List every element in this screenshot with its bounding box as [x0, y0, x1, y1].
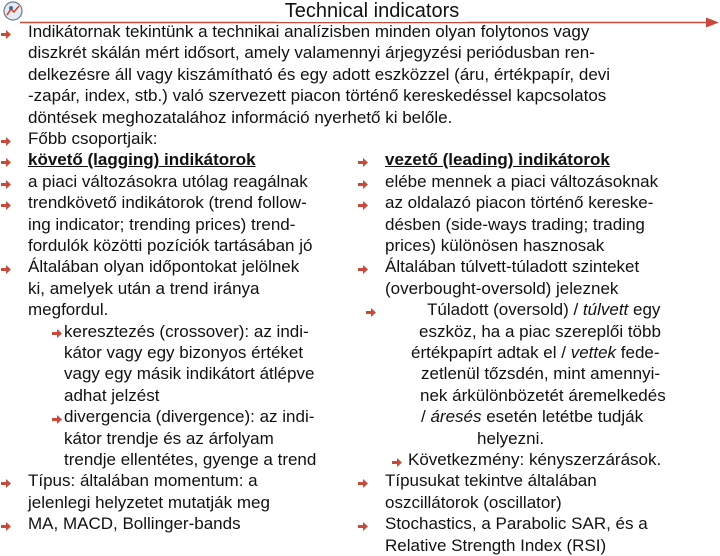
intro-line: diszkrét skálán mért idősort, amely valamennyi árjegyzési periódusban ren- — [28, 43, 595, 63]
leading-item: oszcillátorok (oscillator) — [385, 492, 562, 512]
bullet-arrow-icon — [366, 308, 376, 317]
lagging-subitem: trendje ellentétes, gyenge a trend — [64, 450, 317, 469]
leading-subitem: értékpapírt adtak el / vettek fede- — [411, 343, 660, 362]
bullet-arrow-icon — [1, 30, 11, 39]
bullet-arrow-icon — [358, 479, 368, 488]
leading-heading: vezető (leading) indikátorok — [385, 150, 610, 170]
leading-item: az oldalazó piacon történő kereske- — [385, 193, 654, 213]
groups-heading: Főbb csoportjaik: — [28, 129, 158, 148]
leading-subitem: zetlenül tőzsdén, mint amennyi- — [421, 364, 661, 384]
lagging-subitem: divergencia (divergence): az indi- — [64, 407, 315, 427]
bullet-arrow-icon — [358, 201, 368, 210]
bullet-arrow-icon — [358, 522, 368, 531]
leading-item: prices) különösen hasznosak — [385, 236, 605, 255]
bullet-arrow-icon — [358, 180, 368, 189]
leading-item: elébe mennek a piaci változásoknak — [385, 171, 659, 191]
bullet-arrow-icon — [1, 479, 11, 488]
bullet-arrow-icon — [1, 265, 11, 274]
lagging-item: MA, MACD, Bollinger-bands — [28, 514, 241, 534]
leading-item: Típusukat tekintve általában — [385, 471, 597, 491]
page-title: Technical indicators — [0, 0, 720, 22]
leading-subitem: nek árkülönbözetét áremelkedés — [420, 385, 666, 405]
lagging-item: ki, amelyek után a trend iránya — [28, 278, 260, 298]
leading-subitem: helyezni. — [477, 428, 545, 448]
intro-line: döntések meghozatalához információ nyerhető ki belőle. — [28, 107, 453, 127]
lagging-subitem: kátor trendje és az árfolyam — [64, 428, 274, 448]
bullet-arrow-icon — [1, 180, 11, 189]
bullet-arrow-icon — [1, 522, 11, 531]
leading-item: Stochastics, a Parabolic SAR, és a — [385, 514, 648, 534]
lagging-item: jelenlegi helyzetet mutatják meg — [28, 492, 270, 512]
bullet-arrow-icon — [52, 415, 62, 424]
lagging-item: ing indicator; trending prices) trend- — [28, 214, 296, 234]
intro-line: -zapár, index, stb.) való szervezett piacon történő kereskedéssel kapcsolatos — [28, 86, 607, 106]
lagging-subitem: adhat jelzést — [64, 385, 160, 405]
lagging-item: a piaci változásokra utólag reagálnak — [28, 171, 308, 191]
lagging-item: megfordul. — [28, 300, 109, 320]
lagging-subitem: kátor vagy egy bizonyos értéket — [64, 343, 304, 362]
bullet-arrow-icon — [358, 158, 368, 167]
bullet-arrow-icon — [1, 158, 11, 167]
lagging-subitem: vagy egy másik indikátort átlépve — [64, 364, 315, 384]
intro-line: Indikátornak tekintünk a technikai analízisben minden olyan folytonos vagy — [28, 22, 590, 41]
leading-subitem: / áresés esetén letétbe tudják — [421, 407, 644, 427]
bullet-arrow-icon — [1, 201, 11, 210]
lagging-item: fordulók közötti pozíciók tartásában jó — [28, 236, 313, 255]
bullet-arrow-icon — [392, 458, 402, 467]
leading-subitem: Túladott (oversold) / túlvett egy — [427, 300, 661, 320]
intro-line: delkezésre áll vagy kiszámítható és egy adott eszközzel (áru, értékpapír, devi — [28, 64, 611, 84]
bullet-arrow-icon — [358, 265, 368, 274]
leading-item: Általában túlvett-túladott szinteket — [385, 257, 640, 277]
leading-item: Relative Strength Index (RSI) — [385, 535, 607, 555]
leading-subitem: Következmény: kényszerzárások. — [408, 450, 662, 469]
leading-subitem: eszköz, ha a piac szereplői több — [419, 321, 661, 341]
leading-item: (overbought-oversold) jeleznek — [385, 278, 619, 298]
lagging-item: Típus: általában momentum: a — [28, 471, 258, 491]
lagging-item: trendkövető indikátorok (trend follow- — [28, 193, 307, 213]
bullet-arrow-icon — [1, 137, 11, 146]
lagging-subitem: keresztezés (crossover): az indi- — [64, 321, 309, 341]
lagging-item: Általában olyan időpontokat jelölnek — [28, 257, 300, 277]
lagging-heading: követő (lagging) indikátorok — [28, 150, 256, 170]
leading-item: désben (side-ways trading; trading — [385, 214, 645, 234]
bullet-arrow-icon — [52, 329, 62, 338]
